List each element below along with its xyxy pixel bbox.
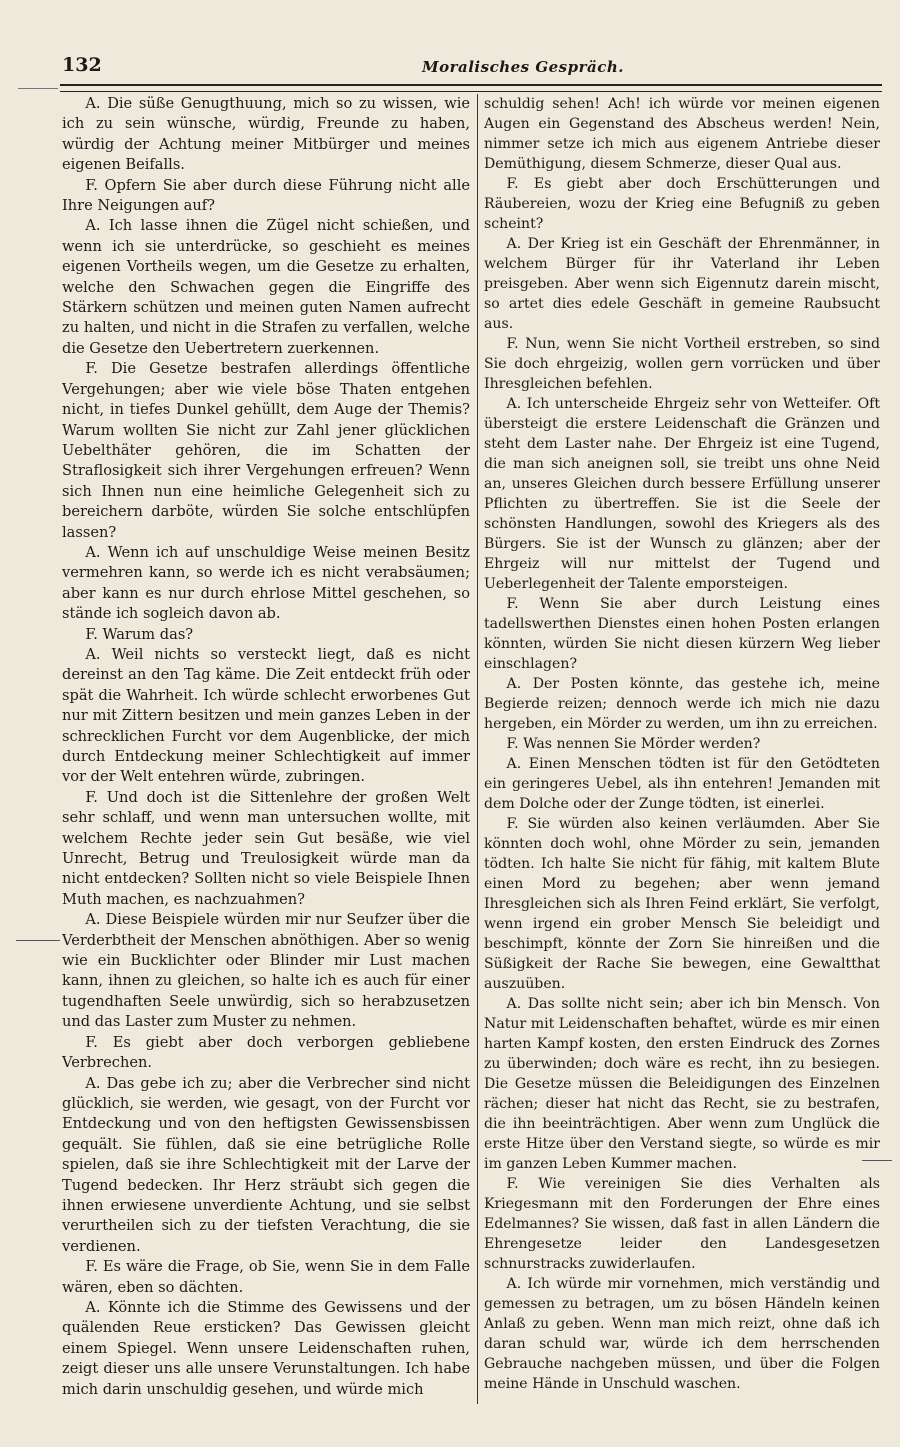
paragraph: A. Das sollte nicht sein; aber ich bin Mensch. Von Natur mit Leidenschaften behaftet, würde es mir einen harten Kampf kosten, den ersten Eindruck des Zornes zu überwinden; doch wäre es recht, ihn zu besiegen. Die Gesetze müssen die Beleidigungen des Einzelnen rächen; dieser hat nicht das Recht, sie zu bestrafen, die ihn beeinträchtigen. Aber wenn zum Unglück die erste Hitze über den Verstand siegte, so würde es mir im ganzen Leben Kummer machen. <box>484 996 880 1172</box>
paragraph: A. Einen Menschen tödten ist für den Getödteten ein geringeres Uebel, als ihn entehren! Jemanden mit dem Dolche oder der Zunge tödten, ist einerlei. <box>484 756 880 812</box>
page-number: 132 <box>62 54 102 76</box>
paragraph: A. Ich unterscheide Ehrgeiz sehr von Wetteifer. Oft übersteigt die erstere Leidenschaft die Gränzen und steht dem Laster nahe. Der Ehrgeiz ist eine Tugend, die man sich aneignen soll, sie treibt uns ohne Neid an, unseres Gleichen durch bessere Erfüllung unserer Pflichten zu übertreffen. Sie ist die Seele der schönsten Handlungen, sowohl des Kriegers als des Bürgers. Sie ist der Wunsch zu glänzen; aber der Ehrgeiz will nur mittelst der Tugend und Ueberlegenheit der Talente emporsteigen. <box>484 396 880 592</box>
paragraph: F. Opfern Sie aber durch diese Führung nicht alle Ihre Neigungen auf? <box>62 176 470 215</box>
paragraph: F. Es giebt aber doch verborgen gebliebene Verbrechen. <box>62 1033 470 1072</box>
paragraph: A. Ich würde mir vornehmen, mich verständig und gemessen zu betragen, um zu bösen Händeln keinen Anlaß zu geben. Wenn man mich reizt, ohne daß ich daran schuld war, würde ich dem herrschenden Gebrauche nachgeben müssen, und über die Folgen meine Hände in Unschuld waschen. <box>484 1276 880 1392</box>
paragraph: F. Wenn Sie aber durch Leistung eines tadellswerthen Dienstes einen hohen Posten erlangen könnten, würden Sie nicht diesen kürzern Weg lieber einschlagen? <box>484 596 880 672</box>
running-title: Moralisches Gespräch. <box>422 58 624 76</box>
paragraph: schuldig sehen! Ach! ich würde vor meinen eigenen Augen ein Gegenstand des Abscheus werden! Nein, nimmer setze ich mich aus eigenem Antriebe dieser Demüthigung, diesem Schmerze, dieser Qual aus. <box>484 96 880 172</box>
header-rule <box>60 84 882 92</box>
paragraph: A. Könnte ich die Stimme des Gewissens und der quälenden Reue ersticken? Das Gewissen gleicht einem Spiegel. Wenn unsere Leidenschaften ruhen, zeigt dieser uns alle unsere Verunstaltungen. Ich habe mich darin unschuldig gesehen, und würde mich <box>62 1298 470 1398</box>
margin-mark-left <box>16 940 60 941</box>
column-divider <box>477 94 478 1404</box>
paragraph: F. Warum das? <box>85 625 194 643</box>
paragraph: F. Sie würden also keinen verläumden. Aber Sie könnten doch wohl, ohne Mörder zu sein, jemanden tödten. Ich halte Sie nicht für fähig, mit kaltem Blute einen Mord zu begehen; aber wenn jemand Ihresgleichen sich als Ihren Feind erklärt, Sie verfolgt, wenn irgend ein grober Mensch Sie beleidigt und beschimpft, könnte der Zorn Sie hinreißen und die Süßigkeit der Rache Sie bewegen, eine Gewaltthat auszuüben. <box>484 816 880 992</box>
page-header <box>62 52 880 82</box>
paragraph: A. Der Krieg ist ein Geschäft der Ehrenmänner, in welchem Bürger für ihr Vaterland ihr Leben preisgeben. Aber wenn sich Eigennutz darein mischt, so artet dies edele Geschäft in gemeine Raubsucht aus. <box>484 236 880 332</box>
paragraph: A. Wenn ich auf unschuldige Weise meinen Besitz vermehren kann, so werde ich es nicht verabsäumen; aber kann es nur durch ehrlose Mittel geschehen, so stände ich sogleich davon ab. <box>62 543 470 623</box>
right-column <box>484 94 880 1404</box>
paragraph: F. Es wäre die Frage, ob Sie, wenn Sie in dem Falle wären, eben so dächten. <box>62 1258 470 1296</box>
paragraph: A. Die süße Genugthuung, mich so zu wissen, wie ich zu sein wünsche, würdig, Freunde zu haben, würdig der Achtung meiner Mitbürger und meines eigenen Beifalls. <box>62 95 470 174</box>
margin-mark-right <box>862 1160 892 1161</box>
paragraph: A. Diese Beispiele würden mir nur Seufzer über die Verderbtheit der Menschen abnöthigen. Aber so wenig wie ein Bucklichter oder Blinder mir Lust machen kann, ihnen zu gleichen, so halte ich es auch für einer tugendhaften Seele unwürdig, sich so herabzusetzen und das Laster zum Muster zu nehmen. <box>62 911 470 1031</box>
paragraph: A. Weil nichts so versteckt liegt, daß es nicht dereinst an den Tag käme. Die Zeit entdeckt früh oder spät die Wahrheit. Ich würde schlecht erworbenes Gut nur mit Zittern besitzen und mein ganzes Leben in der schrecklichen Furcht vor dem Augenblicke, der mich durch Entdeckung meiner Schlechtigkeit auf immer vor der Welt entehren würde, zubringen. <box>62 645 470 786</box>
paragraph: F. Und doch ist die Sittenlehre der großen Welt sehr schlaff, und wenn man untersuchen wollte, mit welchem Rechte jeder sein Gut besäße, wie viel Unrecht, Betrug und Treulosigkeit würde man da nicht entdecken? Sollten nicht so viele Beispiele Ihnen Muth machen, es nachzuahmen? <box>62 788 470 908</box>
left-column <box>62 94 470 1404</box>
paragraph: A. Das gebe ich zu; aber die Verbrecher sind nicht glücklich, sie werden, wie gesagt, von der Furcht vor Entdeckung und von den heftigsten Gewissensbissen gequält. Sie fühlen, daß sie eine betrügliche Rolle spielen, daß sie ihre Schlechtigkeit mit der Larve der Tugend bedecken. Ihr Herz sträubt sich gegen die ihnen erwiesene unverdiente Achtung, und sie selbst verurtheilen sich zu der tiefsten Verachtung, die sie verdienen. <box>62 1074 470 1255</box>
paragraph: F. Was nennen Sie Mörder werden? <box>506 736 761 752</box>
paragraph: A. Ich lasse ihnen die Zügel nicht schießen, und wenn ich sie unterdrücke, so geschieht es meines eigenen Vortheils wegen, um die Gesetze zu erhalten, welche den Schwachen gegen die Eingriffe des Stärkern schützen und meinen guten Namen aufrecht zu halten, und nicht in die Strafen zu verfallen, welche die Gesetze den Uebertretern zuerkennen. <box>62 217 470 357</box>
paragraph: A. Der Posten könnte, das gestehe ich, meine Begierde reizen; dennoch werde ich mich nie dazu hergeben, ein Mörder zu werden, um ihn zu erreichen. <box>484 676 880 732</box>
paragraph: F. Die Gesetze bestrafen allerdings öffentliche Vergehungen; aber wie viele böse Thaten entgehen nicht, in tiefes Dunkel gehüllt, dem Auge der Themis? Warum wollten Sie nicht zur Zahl jener glücklichen Uebelthäter gehören, die im Schatten der Straflosigkeit sich ihrer Vergehungen erfreuen? Wenn sich Ihnen nun eine heimliche Gelegenheit sich zu bereichern darböte, würden Sie solche entschlüpfen lassen? <box>62 360 470 541</box>
paragraph: F. Es giebt aber doch Erschütterungen und Räubereien, wozu der Krieg eine Befugniß zu geben scheint? <box>484 176 880 232</box>
margin-mark-top <box>18 88 58 89</box>
paragraph: F. Wie vereinigen Sie dies Verhalten als Kriegesmann mit den Forderungen der Ehre eines Edelmannes? Sie wissen, daß fast in allen Ländern die Ehrengesetze leider den Landesgesetzen schnurstracks zuwiderlaufen. <box>484 1176 880 1272</box>
paragraph: F. Nun, wenn Sie nicht Vortheil erstreben, so sind Sie doch ehrgeizig, wollen gern vorrücken und über Ihresgleichen befehlen. <box>484 336 880 392</box>
